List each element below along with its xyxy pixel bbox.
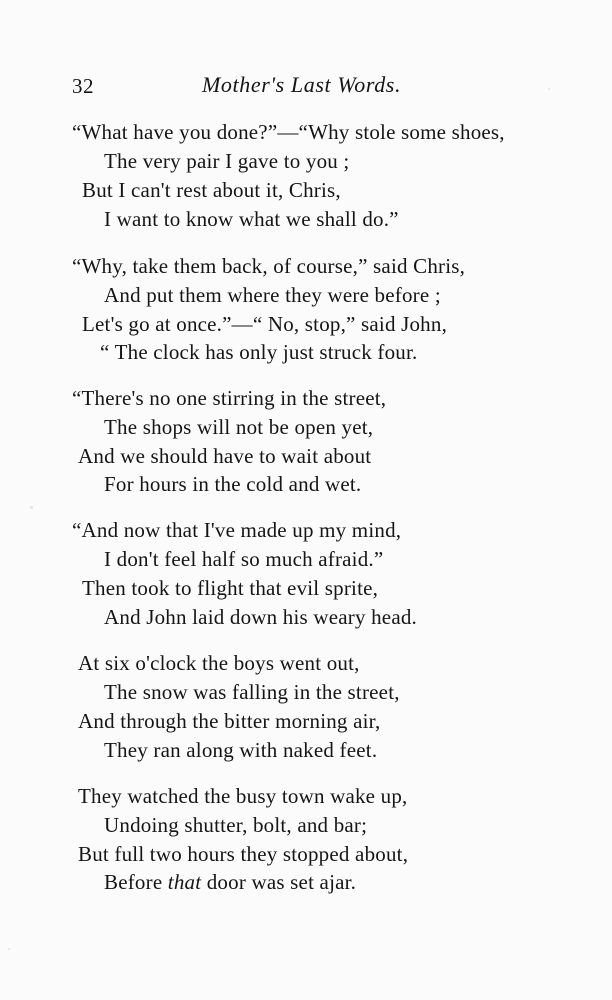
poem-line: “What have you done?”—“Why stole some shoes, <box>72 120 505 144</box>
running-title: Mother's Last Words. <box>202 72 402 97</box>
paper-speck <box>548 88 550 90</box>
poem-line: The shops will not be open yet, <box>104 415 374 439</box>
paper-speck <box>8 948 10 950</box>
poem-line: But I can't rest about it, Chris, <box>82 178 341 202</box>
poem-line: For hours in the cold and wet. <box>104 472 362 496</box>
page-header <box>72 70 542 104</box>
poem-line: And through the bitter morning air, <box>78 709 381 733</box>
poem-line: I want to know what we shall do.” <box>104 207 399 231</box>
poem-line-final-end: door was set ajar. <box>201 870 357 894</box>
poem-line: They ran along with naked feet. <box>104 738 378 762</box>
poem-line: Then took to flight that evil sprite, <box>82 576 379 600</box>
poem-line: At six o'clock the boys went out, <box>78 651 360 675</box>
poem-line: Let's go at once.”—“ No, stop,” said John, <box>82 312 448 336</box>
paper-speck <box>30 506 33 509</box>
poem-line: “There's no one stirring in the street, <box>72 386 387 410</box>
poem-line: And John laid down his weary head. <box>104 605 417 629</box>
poem-line-final <box>104 872 356 893</box>
poem-line: The snow was falling in the street, <box>104 680 400 704</box>
poem-line-final-start: Before <box>104 870 168 894</box>
poem-line: They watched the busy town wake up, <box>78 784 408 808</box>
poem-line: “And now that I've made up my mind, <box>72 518 402 542</box>
poem-line-final-emphasis: that <box>167 870 202 894</box>
page-number: 32 <box>72 74 94 98</box>
poem-line: Undoing shutter, bolt, and bar; <box>104 813 368 837</box>
poem-line: And we should have to wait about <box>78 444 372 468</box>
poem-line: And put them where they were before ; <box>104 283 441 307</box>
poem-line: But full two hours they stopped about, <box>78 842 409 866</box>
poem-line: “Why, take them back, of course,” said Chris, <box>72 254 466 278</box>
poem-line: “ The clock has only just struck four. <box>100 340 418 364</box>
poem-line: The very pair I gave to you ; <box>104 149 350 173</box>
poem-line: I don't feel half so much afraid.” <box>104 547 384 571</box>
